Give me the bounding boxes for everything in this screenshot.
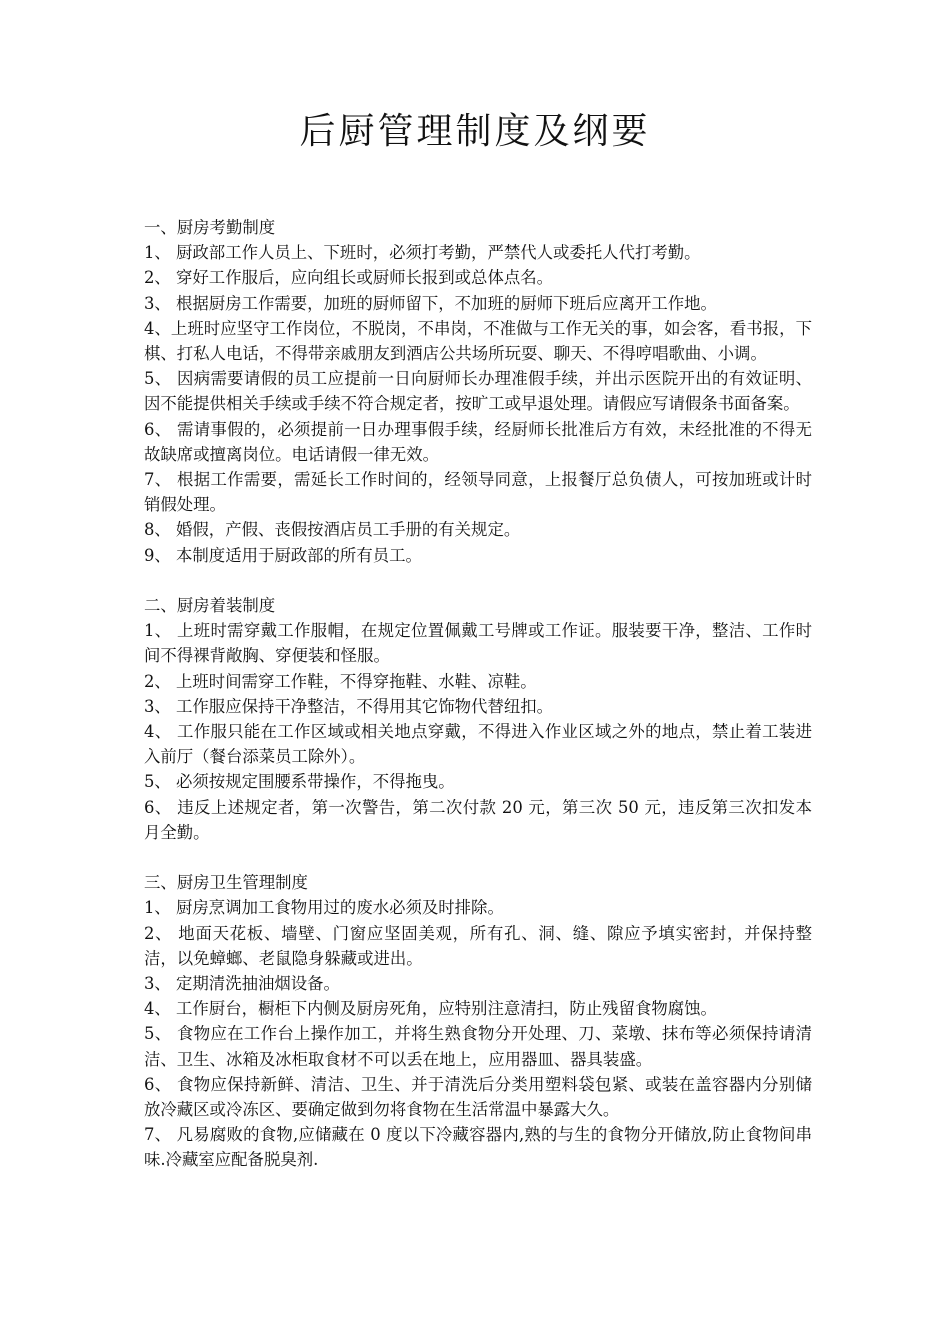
list-item: 7、 根据工作需要，需延长工作时间的，经领导同意，上报餐厅总负债人，可按加班或计时销假处理。 xyxy=(144,470,812,515)
list-item: 7、 凡易腐败的食物,应储藏在 0 度以下冷藏容器内,熟的与生的食物分开储放,防止食物间串味.冷藏室应配备脱臭剂. xyxy=(144,1125,812,1170)
list-item: 4、 工作服只能在工作区域或相关地点穿戴，不得进入作业区域之外的地点，禁止着工装进入前厅（餐台添菜员工除外）。 xyxy=(144,722,812,767)
list-item: 5、 食物应在工作台上操作加工，并将生熟食物分开处理、刀、菜墩、抹布等必须保持请清洁、卫生、冰箱及冰柜取食材不可以丢在地上，应用器皿、器具装盛。 xyxy=(144,1024,812,1069)
section-spacer xyxy=(144,845,812,870)
list-item: 1、 上班时需穿戴工作服帽，在规定位置佩戴工号牌或工作证。服装要干净，整洁、工作时间不得裸背敞胸、穿便装和怪服。 xyxy=(144,621,812,666)
list-item: 2、 地面天花板、墙壁、门窗应坚固美观，所有孔、洞、缝、隙应予填实密封，并保持整洁，以免蟑螂、老鼠隐身躲藏或进出。 xyxy=(144,923,812,968)
list-item: 3、 根据厨房工作需要，加班的厨师留下，不加班的厨师下班后应离开工作地。 xyxy=(144,293,717,313)
list-item: 3、 工作服应保持干净整洁，不得用其它饰物代替纽扣。 xyxy=(144,696,554,716)
list-item: 6、 食物应保持新鲜、清洁、卫生、并于清洗后分类用塑料袋包紧、或装在盖容器内分别储放冷藏区或冷冻区、要确定做到勿将食物在生活常温中暴露大久。 xyxy=(144,1074,812,1120)
list-item: 4、 工作厨台，橱柜下内侧及厨房死角，应特别注意清扫，防止残留食物腐蚀。 xyxy=(144,999,717,1019)
section-spacer xyxy=(144,568,812,593)
section-heading: 三、厨房卫生管理制度 xyxy=(144,873,308,893)
list-item: 8、 婚假，产假、丧假按酒店员工手册的有关规定。 xyxy=(144,520,521,540)
section-hygiene xyxy=(144,870,812,1172)
section-dress-code xyxy=(144,593,812,845)
list-item: 6、 违反上述规定者，第一次警告，第二次付款 20 元，第三次 50 元，违反第三次扣发本月全勤。 xyxy=(144,797,812,842)
list-item: 2、 上班时间需穿工作鞋，不得穿拖鞋、水鞋、凉鞋。 xyxy=(144,671,537,691)
document-body xyxy=(144,215,812,1173)
list-item: 1、 厨政部工作人员上、下班时，必须打考勤，严禁代人或委托人代打考勤。 xyxy=(144,243,701,263)
section-attendance xyxy=(144,215,812,568)
list-item: 5、 因病需要请假的员工应提前一日向厨师长办理准假手续，并出示医院开出的有效证明、因不能提供相关手续或手续不符合规定者，按旷工或早退处理。请假应写请假条书面备案。 xyxy=(144,369,812,414)
section-heading: 一、厨房考勤制度 xyxy=(144,218,276,237)
list-item: 6、 需请事假的，必须提前一日办理事假手续，经厨师长批准后方有效，未经批准的不得无故缺席或擅离岗位。电话请假一律无效。 xyxy=(144,419,812,464)
list-item: 4、上班时应坚守工作岗位，不脱岗，不串岗，不准做与工作无关的事，如会客，看书报，下棋、打私人电话，不得带亲戚朋友到酒店公共场所玩耍、聊天、不得哼唱歌曲、小调。 xyxy=(144,318,812,364)
list-item: 9、 本制度适用于厨政部的所有员工。 xyxy=(144,545,422,565)
list-item: 2、 穿好工作服后，应向组长或厨师长报到或总体点名。 xyxy=(144,268,554,288)
list-item: 1、 厨房烹调加工食物用过的废水必须及时排除。 xyxy=(144,898,504,918)
list-item: 5、 必须按规定围腰系带操作，不得拖曳。 xyxy=(144,772,455,792)
document-title: 后厨管理制度及纲要 xyxy=(299,111,651,152)
list-item: 3、 定期清洗抽油烟设备。 xyxy=(144,974,340,994)
section-heading: 二、厨房着装制度 xyxy=(144,596,276,616)
